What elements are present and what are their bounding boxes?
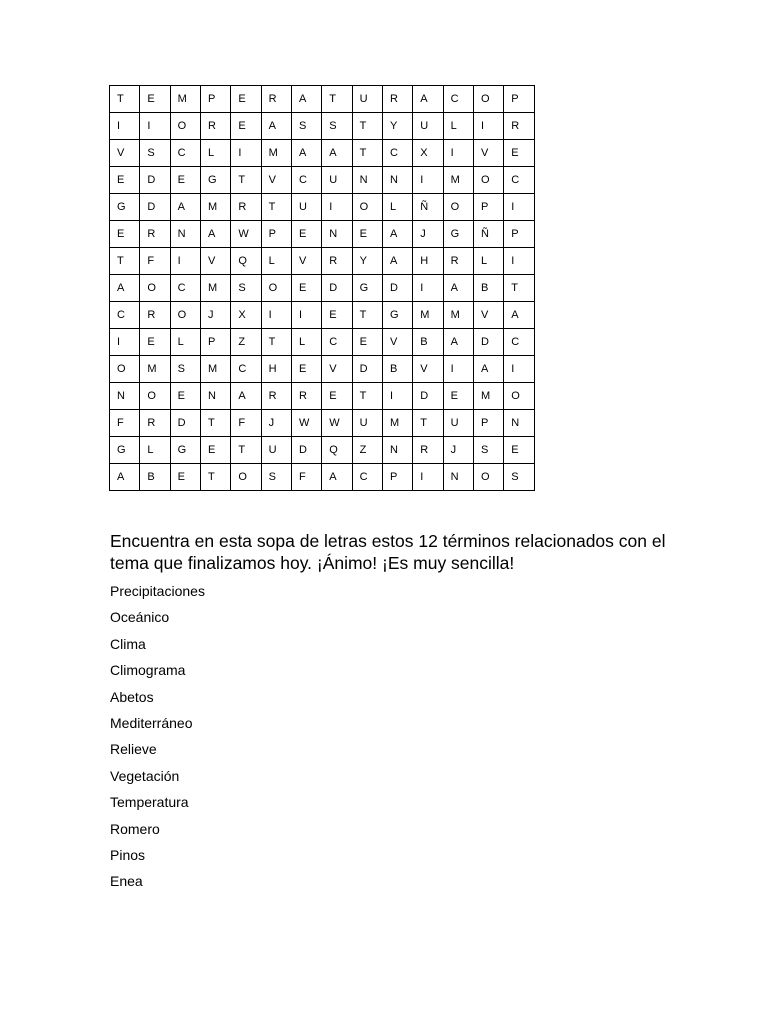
grid-cell: O <box>443 194 473 221</box>
term-item: Abetos <box>110 688 154 705</box>
grid-cell: R <box>140 302 170 329</box>
grid-row <box>110 329 535 356</box>
grid-cell: P <box>473 410 503 437</box>
grid-cell: E <box>231 86 261 113</box>
grid-cell: T <box>504 275 534 302</box>
grid-cell: A <box>200 221 230 248</box>
grid-cell: O <box>140 383 170 410</box>
grid-cell: J <box>443 437 473 464</box>
grid-cell: A <box>291 86 321 113</box>
grid-cell: O <box>352 194 382 221</box>
grid-cell: E <box>322 302 352 329</box>
grid-cell: E <box>200 437 230 464</box>
grid-cell: T <box>413 410 443 437</box>
grid-cell: E <box>140 329 170 356</box>
grid-cell: L <box>443 113 473 140</box>
grid-cell: R <box>261 383 291 410</box>
grid-cell: A <box>382 221 412 248</box>
grid-cell: P <box>261 221 291 248</box>
grid-cell: A <box>261 113 291 140</box>
grid-cell: U <box>352 86 382 113</box>
grid-cell: C <box>170 140 200 167</box>
grid-cell: E <box>231 113 261 140</box>
grid-cell: V <box>110 140 140 167</box>
grid-cell: R <box>261 86 291 113</box>
grid-cell: P <box>504 221 534 248</box>
grid-cell: R <box>382 86 412 113</box>
grid-cell: A <box>322 464 352 491</box>
grid-row <box>110 275 535 302</box>
grid-cell: P <box>200 86 230 113</box>
grid-cell: B <box>382 356 412 383</box>
term-item: Precipitaciones <box>110 583 205 599</box>
grid-cell: B <box>413 329 443 356</box>
term-item: Clima <box>110 635 146 652</box>
grid-cell: A <box>443 329 473 356</box>
grid-cell: N <box>322 221 352 248</box>
grid-cell: M <box>170 86 200 113</box>
grid-row <box>110 437 535 464</box>
grid-cell: C <box>110 302 140 329</box>
grid-cell: O <box>473 464 503 491</box>
grid-cell: T <box>200 410 230 437</box>
grid-cell: R <box>140 221 170 248</box>
grid-cell: O <box>140 275 170 302</box>
grid-cell: A <box>504 302 534 329</box>
grid-cell: L <box>170 329 200 356</box>
grid-cell: O <box>473 86 503 113</box>
grid-cell: G <box>382 302 412 329</box>
grid-cell: U <box>352 410 382 437</box>
grid-cell: V <box>322 356 352 383</box>
term-item: Romero <box>110 820 160 837</box>
grid-cell: E <box>110 167 140 194</box>
term-item: Enea <box>110 873 143 890</box>
grid-cell: T <box>231 167 261 194</box>
grid-row <box>110 167 535 194</box>
grid-cell: T <box>261 194 291 221</box>
grid-cell: A <box>382 248 412 275</box>
grid-cell: E <box>170 464 200 491</box>
grid-cell: A <box>231 383 261 410</box>
word-search-grid <box>109 85 535 491</box>
grid-cell: S <box>170 356 200 383</box>
grid-cell: O <box>504 383 534 410</box>
grid-cell: R <box>322 248 352 275</box>
term-item: Temperatura <box>110 794 189 811</box>
grid-cell: I <box>504 248 534 275</box>
grid-row <box>110 410 535 437</box>
grid-cell: I <box>110 329 140 356</box>
grid-cell: V <box>200 248 230 275</box>
grid-cell: I <box>504 356 534 383</box>
grid-cell: Ñ <box>413 194 443 221</box>
grid-cell: E <box>140 86 170 113</box>
grid-cell: N <box>382 437 412 464</box>
grid-cell: E <box>110 221 140 248</box>
grid-cell: S <box>322 113 352 140</box>
grid-cell: U <box>261 437 291 464</box>
grid-cell: I <box>413 167 443 194</box>
grid-cell: L <box>140 437 170 464</box>
grid-cell: I <box>261 302 291 329</box>
grid-cell: G <box>110 437 140 464</box>
grid-cell: A <box>443 275 473 302</box>
grid-cell: W <box>231 221 261 248</box>
grid-cell: N <box>504 410 534 437</box>
grid-cell: V <box>473 302 503 329</box>
grid-row <box>110 356 535 383</box>
grid-cell: S <box>473 437 503 464</box>
grid-cell: C <box>291 167 321 194</box>
grid-cell: D <box>140 194 170 221</box>
grid-cell: Y <box>352 248 382 275</box>
grid-cell: J <box>413 221 443 248</box>
grid-cell: D <box>322 275 352 302</box>
grid-cell: E <box>170 383 200 410</box>
grid-cell: T <box>352 113 382 140</box>
grid-cell: O <box>473 167 503 194</box>
grid-cell: A <box>170 194 200 221</box>
grid-cell: I <box>110 113 140 140</box>
grid-cell: I <box>291 302 321 329</box>
grid-cell: L <box>291 329 321 356</box>
grid-cell: Y <box>382 113 412 140</box>
grid-cell: U <box>322 167 352 194</box>
grid-cell: S <box>504 464 534 491</box>
grid-row <box>110 383 535 410</box>
term-item: Vegetación <box>110 767 180 784</box>
grid-cell: M <box>261 140 291 167</box>
grid-cell: C <box>231 356 261 383</box>
grid-cell: T <box>352 140 382 167</box>
grid-cell: V <box>291 248 321 275</box>
grid-cell: B <box>140 464 170 491</box>
grid-cell: E <box>291 356 321 383</box>
grid-cell: S <box>261 464 291 491</box>
grid-cell: O <box>170 302 200 329</box>
grid-cell: N <box>170 221 200 248</box>
grid-cell: I <box>322 194 352 221</box>
grid-cell: L <box>200 140 230 167</box>
grid-row <box>110 221 535 248</box>
grid-cell: F <box>231 410 261 437</box>
grid-cell: I <box>140 113 170 140</box>
grid-cell: J <box>261 410 291 437</box>
grid-row <box>110 113 535 140</box>
grid-cell: G <box>170 437 200 464</box>
grid-cell: L <box>261 248 291 275</box>
grid-cell: V <box>473 140 503 167</box>
grid-cell: T <box>110 86 140 113</box>
grid-cell: G <box>200 167 230 194</box>
grid-cell: R <box>504 113 534 140</box>
grid-cell: C <box>443 86 473 113</box>
grid-cell: E <box>352 329 382 356</box>
grid-cell: C <box>170 275 200 302</box>
grid-cell: I <box>443 356 473 383</box>
grid-cell: H <box>413 248 443 275</box>
grid-cell: A <box>413 86 443 113</box>
grid-cell: E <box>170 167 200 194</box>
grid-cell: E <box>322 383 352 410</box>
grid-cell: A <box>291 140 321 167</box>
grid-row <box>110 140 535 167</box>
grid-cell: I <box>413 464 443 491</box>
grid-cell: R <box>291 383 321 410</box>
term-item: Pinos <box>110 846 146 863</box>
grid-cell: D <box>413 383 443 410</box>
grid-cell: N <box>110 383 140 410</box>
term-list <box>110 581 205 898</box>
grid-cell: D <box>140 167 170 194</box>
grid-cell: O <box>110 356 140 383</box>
grid-cell: I <box>504 194 534 221</box>
grid-cell: L <box>473 248 503 275</box>
grid-cell: D <box>170 410 200 437</box>
grid-row <box>110 248 535 275</box>
grid-cell: T <box>261 329 291 356</box>
term-item: Climograma <box>110 662 186 679</box>
grid-cell: Z <box>352 437 382 464</box>
term-item: Relieve <box>110 741 157 758</box>
grid-cell: D <box>473 329 503 356</box>
grid-cell: V <box>261 167 291 194</box>
grid-cell: M <box>382 410 412 437</box>
grid-cell: N <box>382 167 412 194</box>
grid-cell: S <box>140 140 170 167</box>
grid-cell: P <box>382 464 412 491</box>
grid-cell: A <box>473 356 503 383</box>
grid-cell: R <box>413 437 443 464</box>
grid-cell: S <box>291 113 321 140</box>
grid-cell: T <box>231 437 261 464</box>
grid-cell: U <box>443 410 473 437</box>
grid-cell: X <box>413 140 443 167</box>
term-item: Oceánico <box>110 609 170 626</box>
grid-row <box>110 464 535 491</box>
grid-cell: D <box>382 275 412 302</box>
grid-cell: M <box>200 275 230 302</box>
grid-cell: A <box>110 275 140 302</box>
grid-cell: M <box>140 356 170 383</box>
grid-cell: O <box>261 275 291 302</box>
grid-cell: N <box>200 383 230 410</box>
grid-cell: R <box>231 194 261 221</box>
grid-cell: X <box>231 302 261 329</box>
grid-cell: V <box>382 329 412 356</box>
grid-cell: T <box>200 464 230 491</box>
grid-cell: I <box>413 275 443 302</box>
grid-cell: I <box>382 383 412 410</box>
grid-cell: M <box>443 167 473 194</box>
grid-cell: T <box>352 302 382 329</box>
grid-cell: M <box>200 356 230 383</box>
grid-cell: C <box>352 464 382 491</box>
grid-cell: I <box>473 113 503 140</box>
grid-cell: G <box>443 221 473 248</box>
grid-cell: M <box>200 194 230 221</box>
grid-cell: I <box>231 140 261 167</box>
grid-cell: F <box>291 464 321 491</box>
grid-cell: M <box>443 302 473 329</box>
grid-cell: M <box>413 302 443 329</box>
grid-cell: F <box>110 410 140 437</box>
grid-cell: G <box>110 194 140 221</box>
grid-row <box>110 302 535 329</box>
grid-cell: E <box>443 383 473 410</box>
grid-cell: Z <box>231 329 261 356</box>
grid-cell: R <box>200 113 230 140</box>
grid-cell: I <box>170 248 200 275</box>
grid-cell: C <box>504 329 534 356</box>
grid-cell: B <box>473 275 503 302</box>
grid-cell: P <box>200 329 230 356</box>
grid-cell: E <box>291 275 321 302</box>
grid-cell: G <box>352 275 382 302</box>
instructions-text: Encuentra en esta sopa de letras estos 12 términos relacionados con el tema que finalizamos hoy. ¡Ánimo! ¡Es muy sencilla! <box>110 531 666 573</box>
grid-cell: L <box>382 194 412 221</box>
grid-cell: A <box>110 464 140 491</box>
grid-cell: J <box>200 302 230 329</box>
grid-cell: I <box>443 140 473 167</box>
grid-row <box>110 194 535 221</box>
grid-cell: A <box>322 140 352 167</box>
grid-cell: M <box>473 383 503 410</box>
grid-cell: O <box>170 113 200 140</box>
grid-cell: C <box>382 140 412 167</box>
grid-cell: F <box>140 248 170 275</box>
grid-cell: Q <box>322 437 352 464</box>
grid-cell: W <box>322 410 352 437</box>
grid-cell: H <box>261 356 291 383</box>
grid-cell: D <box>352 356 382 383</box>
grid-cell: O <box>231 464 261 491</box>
grid-cell: S <box>231 275 261 302</box>
grid-cell: R <box>140 410 170 437</box>
grid-cell: P <box>473 194 503 221</box>
grid-cell: U <box>291 194 321 221</box>
grid-cell: N <box>352 167 382 194</box>
grid-cell: C <box>504 167 534 194</box>
grid-cell: Q <box>231 248 261 275</box>
grid-cell: T <box>352 383 382 410</box>
grid-cell: R <box>443 248 473 275</box>
grid-cell: E <box>504 140 534 167</box>
grid-row <box>110 86 535 113</box>
grid-cell: C <box>322 329 352 356</box>
grid-cell: P <box>504 86 534 113</box>
grid-cell: E <box>504 437 534 464</box>
grid-cell: E <box>352 221 382 248</box>
grid-cell: N <box>443 464 473 491</box>
term-item: Mediterráneo <box>110 714 193 731</box>
grid-cell: W <box>291 410 321 437</box>
grid-cell: T <box>110 248 140 275</box>
grid-cell: D <box>291 437 321 464</box>
grid-cell: U <box>413 113 443 140</box>
grid-cell: T <box>322 86 352 113</box>
grid-cell: V <box>413 356 443 383</box>
grid-cell: Ñ <box>473 221 503 248</box>
grid-cell: E <box>291 221 321 248</box>
